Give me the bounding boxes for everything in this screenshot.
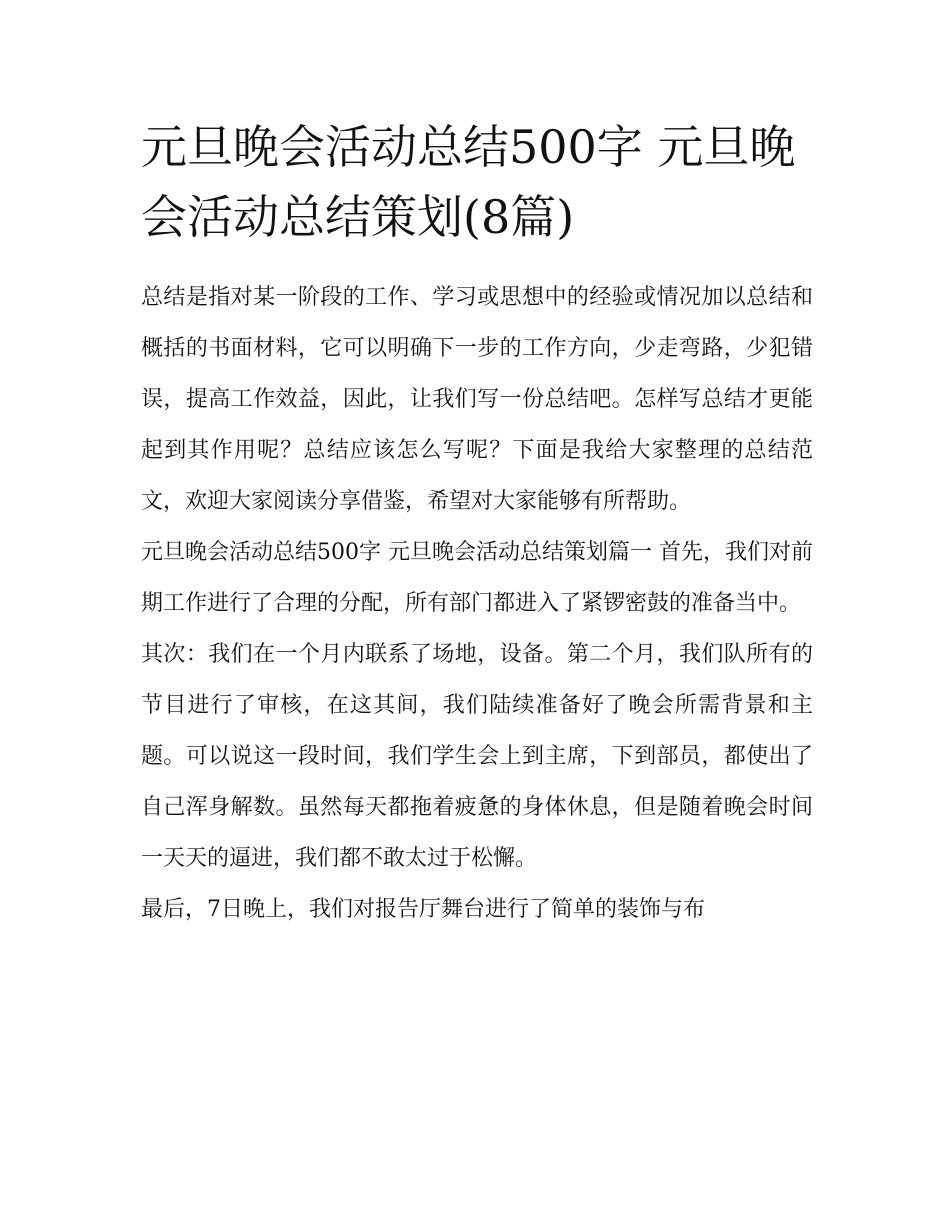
intro-paragraph: 总结是指对某一阶段的工作、学习或思想中的经验或情况加以总结和概括的书面材料，它可以明确下一步的工作方向，少走弯路，少犯错误，提高工作效益，因此，让我们写一份总结吧。怎样写总结才更能起到其作用呢？总结应该怎么写呢？下面是我给大家整理的总结范文，欢迎大家阅读分享借鉴，希望对大家能够有所帮助。: [141, 285, 813, 514]
section-one-first-paragraph: 元旦晚会活动总结500字 元旦晚会活动总结策划篇一 首先，我们对前期工作进行了合理的分配，所有部门都进入了紧锣密鼓的准备当中。: [141, 540, 813, 616]
section-one-third-paragraph: 最后，7日晚上，我们对报告厅舞台进行了简单的装饰与布: [141, 897, 705, 922]
document-title: 元旦晚会活动总结500字 元旦晚会活动总结策划(8篇): [141, 120, 796, 244]
document-body: [141, 112, 813, 935]
section-one-second-paragraph: 其次：我们在一个月内联系了场地，设备。第二个月，我们队所有的节目进行了审核，在这其间，我们陆续准备好了晚会所需背景和主题。可以说这一段时间，我们学生会上到主席，下到部员，都使出了自己浑身解数。虽然每天都拖着疲惫的身体休息，但是随着晚会时间一天天的逼进，我们都不敢太过于松懈。: [141, 642, 813, 871]
